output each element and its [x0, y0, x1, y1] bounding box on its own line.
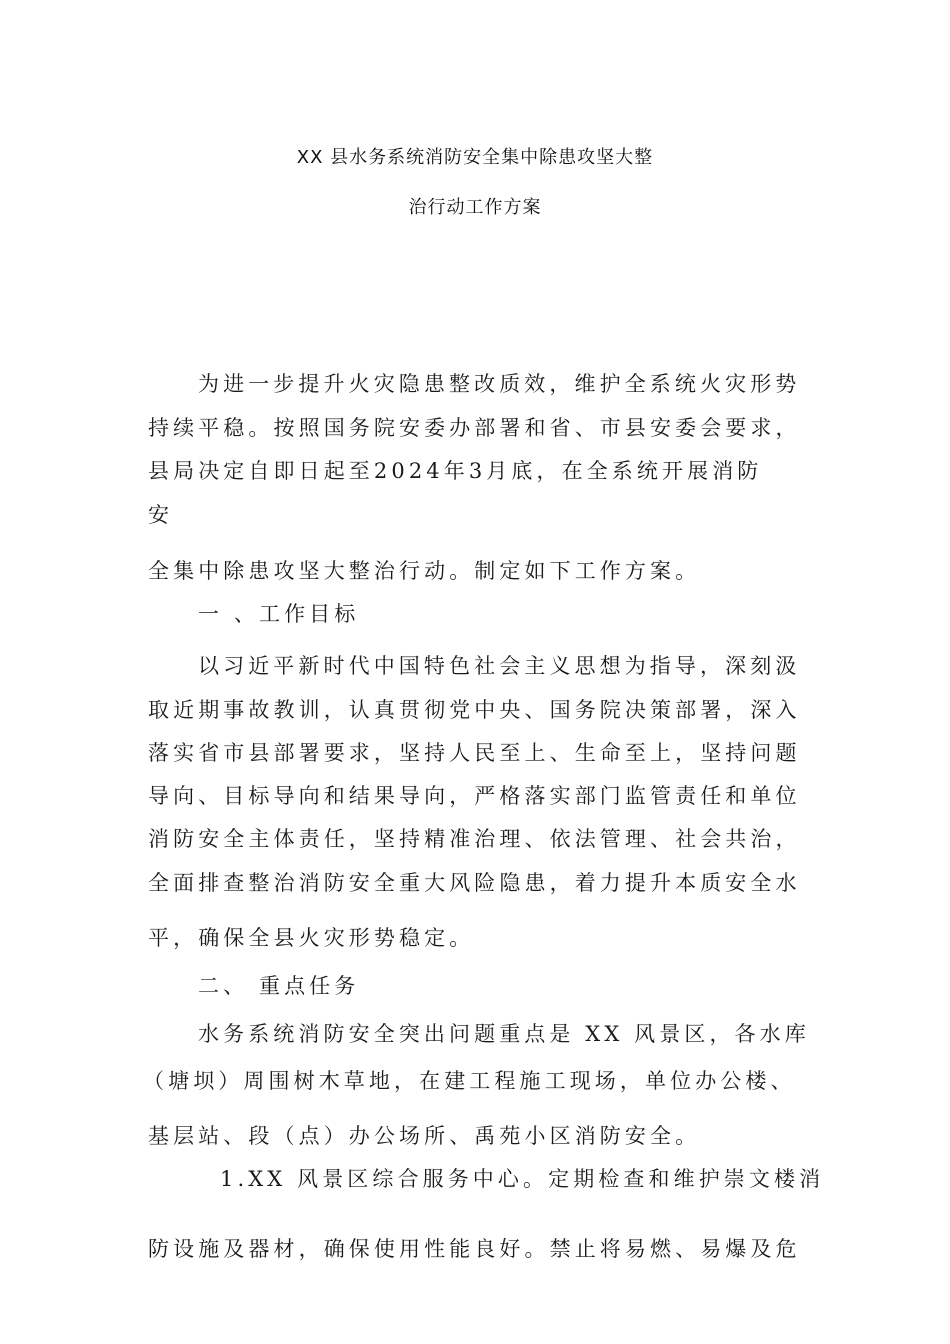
paragraph-line: 持续平稳。按照国务院安委办部署和省、市县安委会要求， [148, 416, 801, 440]
paragraph-line: 防设施及器材，确保使用性能良好。禁止将易燃、易爆及危 [148, 1237, 801, 1261]
section-heading: 二、 重点任务 [198, 974, 360, 998]
paragraph-line: 1.XX 风景区综合服务中心。定期检查和维护崇文楼消 [220, 1167, 825, 1191]
paragraph-line: 全面排查整治消防安全重大风险隐患，着力提升本质安全水 [148, 871, 801, 895]
paragraph-line: 消防安全主体责任，坚持精准治理、依法管理、社会共治， [148, 827, 801, 851]
document-title-line-1: XX 县水务系统消防安全集中除患攻坚大整 [296, 147, 654, 168]
paragraph-line: 为进一步提升火灾隐患整改质效，维护全系统火灾形势 [198, 372, 801, 396]
document-title-line-2: 治行动工作方案 [408, 197, 542, 218]
paragraph-line: 平，确保全县火灾形势稳定。 [148, 926, 475, 950]
paragraph-line: 水务系统消防安全突出问题重点是 XX 风景区，各水库 [198, 1022, 810, 1046]
paragraph-line: 基层站、段（点）办公场所、禹苑小区消防安全。 [148, 1124, 701, 1148]
paragraph-line: 落实省市县部署要求，坚持人民至上、生命至上，坚持问题 [148, 741, 801, 765]
paragraph-line: 取近期事故教训，认真贯彻党中央、国务院决策部署，深入 [148, 698, 801, 722]
paragraph-line: 县局决定自即日起至2024年3月底，在全系统开展消防 [148, 459, 763, 483]
section-heading: 一 、工作目标 [198, 602, 360, 626]
paragraph-line: 以习近平新时代中国特色社会主义思想为指导，深刻汲 [198, 654, 801, 678]
paragraph-line: 全集中除患攻坚大整治行动。制定如下工作方案。 [148, 559, 701, 583]
paragraph-line: （塘坝）周围树木草地，在建工程施工现场，单位办公楼、 [143, 1069, 796, 1093]
paragraph-line: 安 [148, 503, 174, 527]
paragraph-line: 导向、目标导向和结果导向，严格落实部门监管责任和单位 [148, 784, 801, 808]
